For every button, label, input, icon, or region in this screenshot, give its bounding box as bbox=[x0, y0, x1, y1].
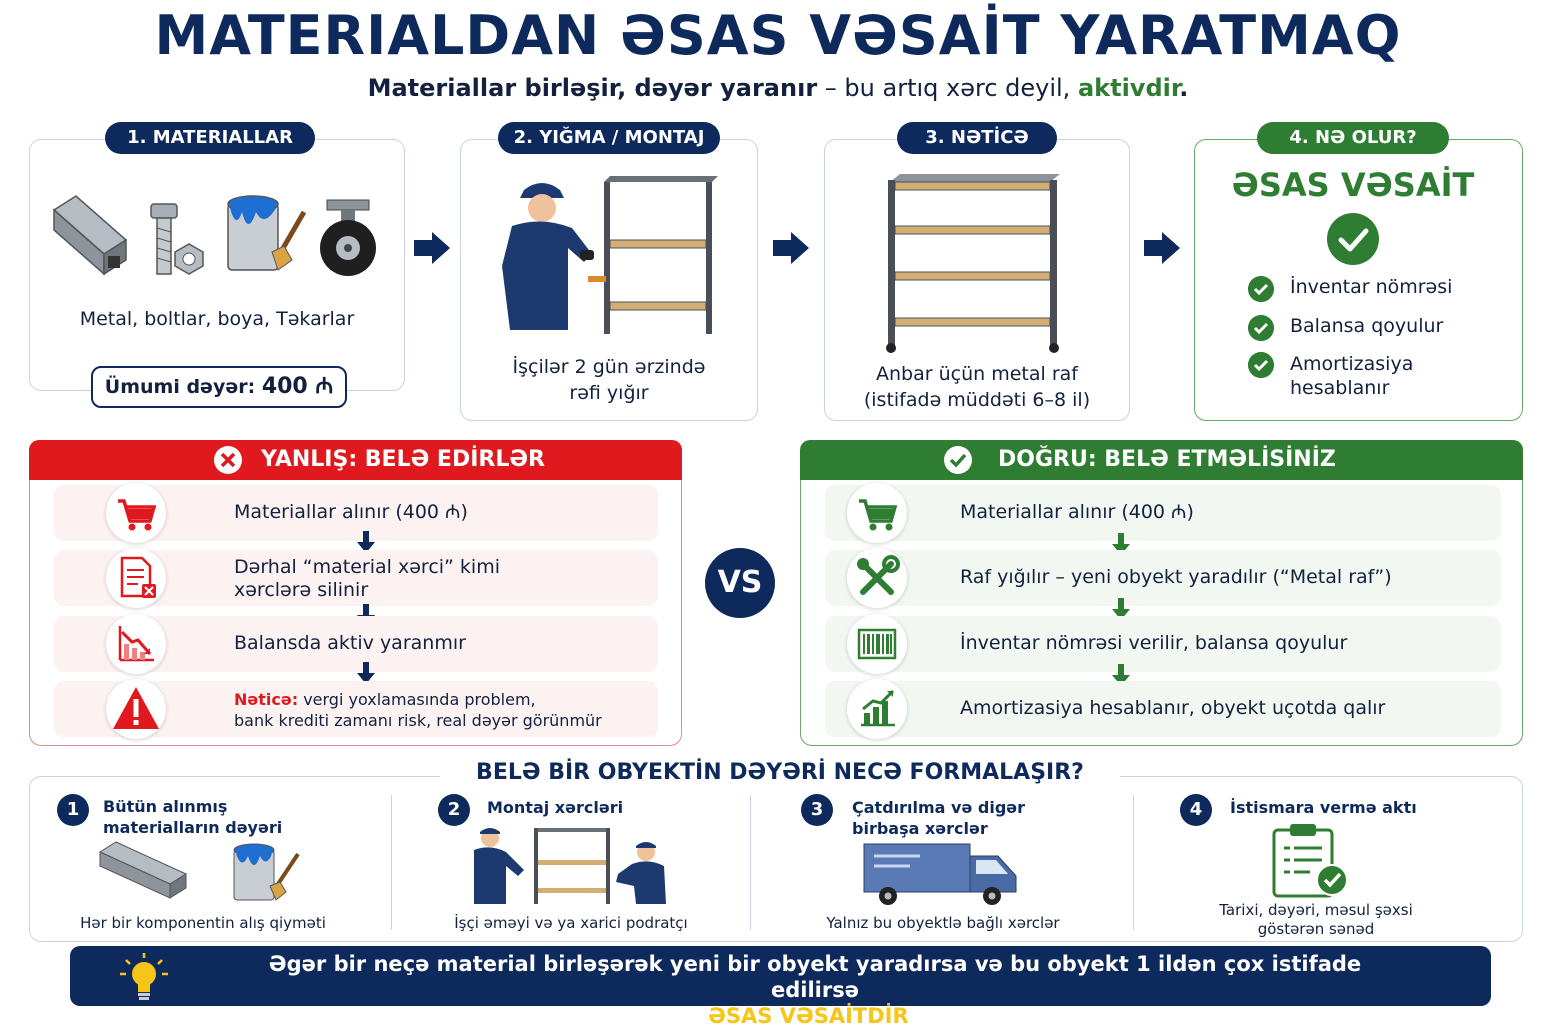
caster-wheel-icon bbox=[313, 196, 383, 280]
wrong-row bbox=[54, 681, 658, 737]
wrong-row-text: Balansda aktiv yaranmır bbox=[234, 632, 466, 654]
cost-item-title-line-1: Montaj xərcləri bbox=[487, 798, 624, 817]
subtitle-part-a: Materiallar birləşir, dəyər yaranır bbox=[367, 74, 818, 102]
step-number: 2 bbox=[438, 794, 470, 826]
check-item bbox=[1248, 314, 1443, 338]
x-circle-icon bbox=[213, 445, 243, 475]
wrong-row bbox=[54, 550, 658, 606]
clipboard-check-icon bbox=[1270, 822, 1350, 898]
cost-item-caption-line-1: İşçi əməyi və ya xarici podratçı bbox=[454, 914, 688, 932]
arrow-right-icon bbox=[771, 230, 811, 266]
step-3-caption-line-1: Anbar üçün metal raf bbox=[876, 363, 1078, 385]
right-row bbox=[825, 616, 1501, 672]
check-item bbox=[1248, 352, 1468, 400]
cost-item-caption-line-2: göstərən sənəd bbox=[1257, 920, 1375, 938]
banner-line-2 bbox=[230, 1003, 1400, 1029]
cost-item-title-line-1: İstismara vermə aktı bbox=[1230, 798, 1417, 817]
right-panel-header bbox=[800, 440, 1523, 480]
tools-icon bbox=[847, 548, 907, 608]
cart-icon bbox=[106, 483, 166, 543]
result-prefix: Nəticə: bbox=[234, 690, 299, 709]
cost-item-caption bbox=[40, 914, 366, 933]
cost-item-caption bbox=[1150, 901, 1482, 939]
paint-can-icon bbox=[230, 840, 302, 906]
check-item-label: Balansa qoyulur bbox=[1290, 315, 1444, 337]
wrong-row bbox=[54, 616, 658, 672]
banner-text bbox=[230, 951, 1400, 1029]
subtitle-part-c: aktivdir bbox=[1077, 74, 1180, 102]
total-label: Ümumi dəyər: bbox=[104, 376, 256, 398]
divider bbox=[750, 795, 751, 930]
warning-icon bbox=[106, 679, 166, 739]
cost-item-caption bbox=[405, 914, 737, 933]
step-2-label: 2. YIĞMA / MONTAJ bbox=[498, 122, 720, 154]
step-4-label: 4. NƏ OLUR? bbox=[1257, 122, 1449, 154]
wrong-row bbox=[54, 485, 658, 541]
step-2-caption-line-1: İşçilər 2 gün ərzində bbox=[512, 356, 706, 378]
check-item-label: Amortizasiya hesablanır bbox=[1290, 353, 1414, 399]
step-2-caption bbox=[460, 354, 758, 406]
icon-badge bbox=[847, 614, 907, 674]
icon-badge bbox=[847, 548, 907, 608]
cost-item-caption-line-1: Yalnız bu obyektlə bağlı xərclər bbox=[826, 914, 1060, 932]
wrong-row-text-line-2: bank krediti zamanı risk, real dəyər görünmür bbox=[234, 711, 602, 730]
cost-item-caption-line-1: Tarixi, dəyəri, məsul şəxsi bbox=[1219, 901, 1413, 919]
check-item bbox=[1248, 275, 1452, 299]
fixed-asset-headline: ƏSAS VƏSAİT bbox=[1231, 166, 1475, 204]
arrow-right-icon bbox=[412, 230, 452, 266]
check-icon bbox=[1248, 352, 1274, 378]
wrong-row-text: Materiallar alınır (400 ₼) bbox=[234, 501, 468, 523]
page-subtitle bbox=[0, 74, 1556, 102]
check-circle-icon bbox=[1326, 212, 1380, 266]
cost-item-title-line-2: materialların dəyəri bbox=[103, 818, 283, 837]
chart-up-icon bbox=[847, 679, 907, 739]
cost-item-title bbox=[852, 797, 1025, 839]
right-row bbox=[825, 681, 1501, 737]
check-item-label: İnventar nömrəsi bbox=[1290, 276, 1453, 298]
right-row-text: Amortizasiya hesablanır, obyekt uçotda qalır bbox=[960, 697, 1386, 719]
lightbulb-icon bbox=[118, 952, 170, 1002]
icon-badge bbox=[847, 483, 907, 543]
summary-banner bbox=[70, 946, 1491, 1028]
cost-item-caption-line-1: Hər bir komponentin alış qiyməti bbox=[80, 914, 326, 932]
cost-item-title bbox=[487, 797, 623, 818]
metal-tubes-icon bbox=[46, 190, 132, 280]
icon-badge bbox=[106, 483, 166, 543]
workers-assembling-icon bbox=[466, 824, 674, 906]
divider bbox=[1133, 795, 1134, 930]
page-title: MATERIALDAN ƏSAS VƏSAİT YARATMAQ bbox=[154, 4, 1402, 67]
metal-shelf-icon bbox=[880, 172, 1066, 354]
step-number: 3 bbox=[801, 794, 833, 826]
right-panel-title: DOĞRU: BELƏ ETMƏLİSİNİZ bbox=[998, 447, 1336, 472]
step-3-label: 3. NƏTİCƏ bbox=[897, 122, 1057, 154]
cost-item-caption bbox=[768, 914, 1118, 933]
barcode-icon bbox=[847, 614, 907, 674]
wrong-panel-title: YANLIŞ: BELƏ EDİRLƏR bbox=[261, 447, 545, 472]
wrong-panel-header bbox=[29, 440, 682, 480]
cost-item-title-line-1: Çatdırılma və digər bbox=[852, 798, 1026, 817]
bolt-nut-icon bbox=[145, 200, 207, 280]
total-value-box bbox=[91, 366, 347, 408]
step-1-label: 1. MATERIALLAR bbox=[105, 122, 315, 154]
cost-item-title bbox=[103, 796, 282, 838]
paint-can-icon bbox=[222, 190, 308, 278]
wrong-row-text-line-2: xərclərə silinir bbox=[234, 579, 369, 601]
step-number: 1 bbox=[57, 794, 89, 826]
banner-highlight: ƏSAS VƏSAİTDİR bbox=[708, 1004, 910, 1028]
cost-item-title-line-1: Bütün alınmış bbox=[103, 797, 228, 816]
banner-line-2-c: , xərc deyil! bbox=[909, 1004, 1050, 1028]
step-1-caption: Metal, boltlar, boya, Təkarlar bbox=[79, 308, 355, 330]
check-circle-icon bbox=[943, 445, 973, 475]
subtitle-part-b: – bu artıq xərc deyil, bbox=[817, 74, 1078, 102]
right-row bbox=[825, 485, 1501, 541]
divider bbox=[391, 795, 392, 930]
right-row-text: Materiallar alınır (400 ₼) bbox=[960, 501, 1194, 523]
step-number: 4 bbox=[1180, 794, 1212, 826]
banner-line-1: Əgər bir neçə material birləşərək yeni bir obyekt yaradırsa və bu obyekt 1 ildən çox istifade edilirsə bbox=[268, 952, 1362, 1002]
worker-assembling-icon bbox=[492, 176, 722, 336]
cost-section-title: BELƏ BİR OBYEKTİN DƏYƏRİ NECƏ FORMALAŞIR? bbox=[440, 760, 1120, 785]
icon-badge bbox=[106, 679, 166, 739]
subtitle-part-d: . bbox=[1179, 74, 1189, 102]
wrong-row-text bbox=[234, 689, 602, 731]
step-3-caption-line-2: (istifadə müddəti 6–8 il) bbox=[863, 389, 1091, 411]
chart-down-icon bbox=[106, 614, 166, 674]
arrow-right-icon bbox=[1142, 230, 1182, 266]
cost-item-title-line-2: birbaşa xərclər bbox=[852, 819, 988, 838]
right-row-text: Raf yığılır – yeni obyekt yaradılır (“Metal raf”) bbox=[960, 566, 1392, 588]
wrong-row-text bbox=[234, 556, 500, 602]
check-icon bbox=[1248, 315, 1274, 341]
icon-badge bbox=[847, 679, 907, 739]
right-row-text: İnventar nömrəsi verilir, balansa qoyulur bbox=[960, 632, 1348, 654]
icon-badge bbox=[106, 548, 166, 608]
delivery-truck-icon bbox=[860, 842, 1022, 908]
check-icon bbox=[1248, 276, 1274, 302]
cost-item-title bbox=[1230, 797, 1417, 818]
icon-badge bbox=[106, 614, 166, 674]
step-2-caption-line-2: rəfi yığır bbox=[569, 382, 649, 404]
vs-badge: VS bbox=[705, 548, 775, 618]
right-row bbox=[825, 550, 1501, 606]
banner-line-2-a: – bu, artıq bbox=[580, 1004, 708, 1028]
metal-tubes-icon bbox=[96, 838, 190, 902]
wrong-row-text-line-1: vergi yoxlamasında problem, bbox=[298, 690, 536, 709]
step-3-caption bbox=[824, 361, 1130, 413]
document-delete-icon bbox=[106, 548, 166, 608]
total-amount: 400 ₼ bbox=[261, 374, 334, 399]
cart-icon bbox=[847, 483, 907, 543]
wrong-row-text-line-1: Dərhal “material xərci” kimi bbox=[234, 556, 500, 578]
